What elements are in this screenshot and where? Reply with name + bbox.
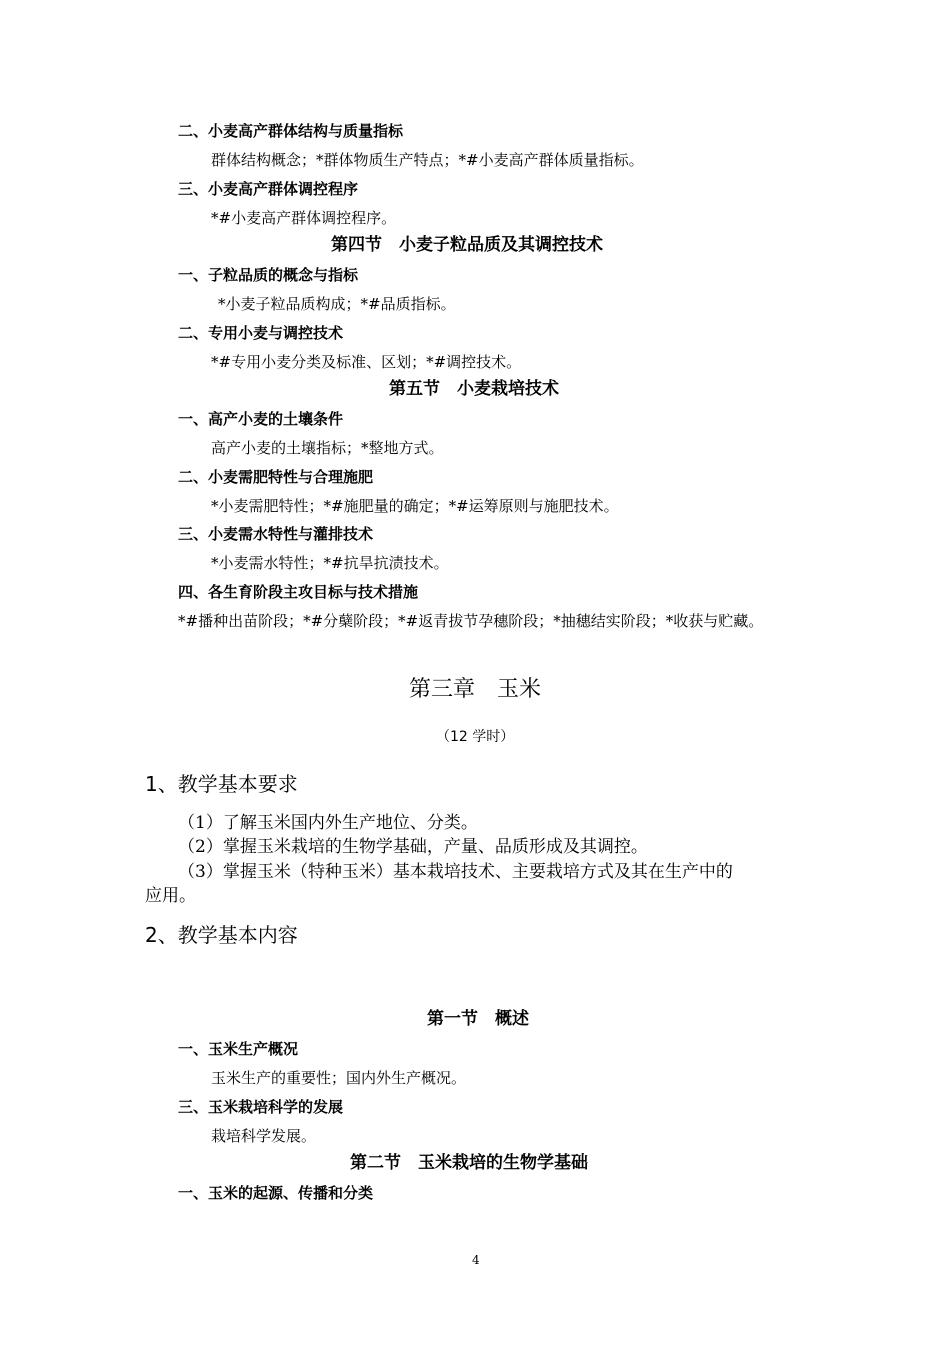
body-growth-stages: *#播种出苗阶段；*#分蘖阶段；*#返青拔节孕穗阶段；*抽穗结实阶段；*收获与贮藏。	[178, 612, 764, 630]
requirement-3-cont: 应用。	[145, 886, 196, 906]
heading-special-wheat: 二、专用小麦与调控技术	[178, 324, 344, 342]
requirement-3: （3）掌握玉米（特种玉米）基本栽培技术、主要栽培方式及其在生产中的	[178, 862, 733, 882]
heading-growth-stages: 四、各生育阶段主攻目标与技术措施	[178, 583, 419, 601]
section-4-title: 第四节 小麦子粒品质及其调控技术	[331, 235, 603, 255]
body-corn-science: 栽培科学发展。	[211, 1127, 317, 1145]
heading-corn-origin: 一、玉米的起源、传播和分类	[178, 1184, 374, 1202]
heading-fertilizer: 二、小麦需肥特性与合理施肥	[178, 468, 374, 486]
chapter-title: 第三章 玉米	[409, 677, 542, 702]
heading-grain-quality: 一、子粒品质的概念与指标	[178, 266, 359, 284]
page-number: 4	[472, 1253, 480, 1267]
body-irrigation: *小麦需水特性；*#抗旱抗渍技术。	[211, 554, 449, 572]
section-1-title: 第一节 概述	[427, 1009, 529, 1029]
body-corn-production: 玉米生产的重要性；国内外生产概况。	[211, 1069, 467, 1087]
requirements-title: 1、教学基本要求	[145, 772, 298, 796]
body-fertilizer: *小麦需肥特性；*#施肥量的确定；*#运筹原则与施肥技术。	[211, 497, 619, 515]
heading-corn-production: 一、玉米生产概况	[178, 1040, 299, 1058]
requirement-2: （2）掌握玉米栽培的生物学基础，产量、品质形成及其调控。	[178, 837, 648, 857]
body-special-wheat: *#专用小麦分类及标准、区划；*#调控技术。	[211, 353, 522, 371]
heading-population-structure: 二、小麦高产群体结构与质量指标	[178, 122, 404, 140]
body-grain-quality: *小麦子粒品质构成；*#品质指标。	[218, 295, 456, 313]
chapter-hours: （12 学时）	[436, 729, 515, 745]
content-title: 2、教学基本内容	[145, 923, 298, 947]
section-5-title: 第五节 小麦栽培技术	[389, 379, 559, 399]
section-2-title: 第二节 玉米栽培的生物学基础	[350, 1153, 588, 1173]
body-soil-conditions: 高产小麦的土壤指标；*整地方式。	[211, 439, 444, 457]
heading-irrigation: 三、小麦需水特性与灌排技术	[178, 525, 374, 543]
body-population-control: *#小麦高产群体调控程序。	[211, 209, 397, 227]
heading-population-control: 三、小麦高产群体调控程序	[178, 180, 359, 198]
heading-corn-science: 三、玉米栽培科学的发展	[178, 1098, 344, 1116]
requirement-1: （1）了解玉米国内外生产地位、分类。	[178, 813, 478, 833]
heading-soil-conditions: 一、高产小麦的土壤条件	[178, 410, 344, 428]
body-population-structure: 群体结构概念；*群体物质生产特点；*#小麦高产群体质量指标。	[211, 151, 644, 169]
